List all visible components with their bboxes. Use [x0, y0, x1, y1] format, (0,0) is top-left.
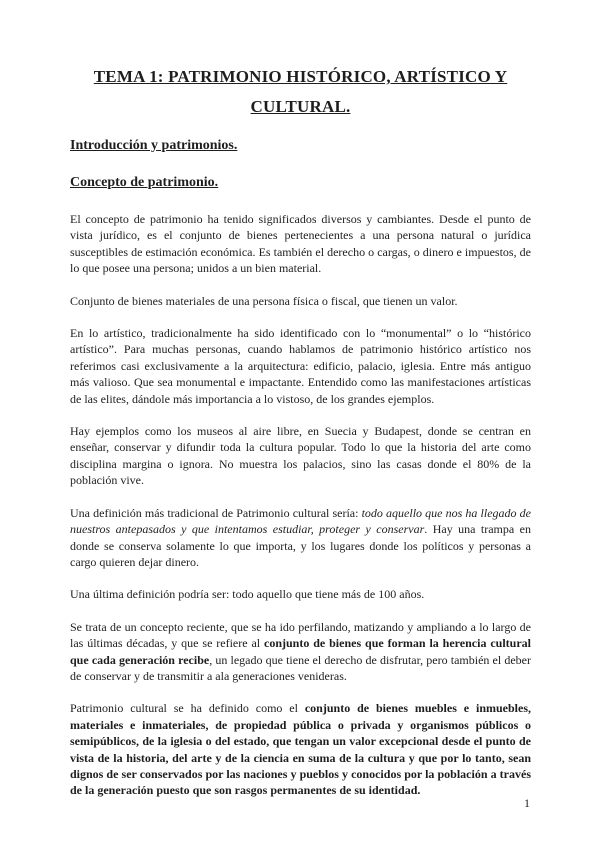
text-segment-normal: Conjunto de bienes materiales de una persona física o fiscal, que tienen un valor. [70, 293, 458, 308]
paragraph [70, 700, 531, 798]
paragraph [70, 423, 531, 489]
document-body [70, 137, 531, 799]
document-title: TEMA 1: PATRIMONIO HISTÓRICO, ARTÍSTICO Y CULTURAL. [93, 67, 508, 116]
text-segment-normal: El concepto de patrimonio ha tenido significados diversos y cambiantes. Desde el punto de vista jurídico, es el conjunto de bienes pertenecientes a una persona natural o jurídica susceptibles de estimación económica. Es también el derecho o cargas, o dinero e impuestos, de lo que posee una persona; unidos a un bien material. [70, 212, 531, 276]
page-number: 1 [524, 796, 530, 810]
text-segment-normal: . Hay una trampa en donde se conserva solamente lo que importa, y los lugares donde los políticos y personas a cargo quieren dejar dinero. [70, 522, 531, 569]
text-segment-normal: Una definición más tradicional de Patrimonio cultural sería: [70, 505, 362, 520]
paragraph [70, 325, 531, 407]
text-segment-normal: Una última definición podría ser: todo aquello que tiene más de 100 años. [70, 587, 425, 602]
paragraph [70, 586, 531, 602]
document-content [70, 62, 531, 815]
text-segment-normal: En lo artístico, tradicionalmente ha sido identificado con lo “monumental” o lo “histórico artístico”. Para muchas personas, cuando hablamos de patrimonio histórico artístico nos referimos casi exclusivamente a la arquitectura: edificio, palacio, iglesia. Entre más antiguo más valioso. Que sea monumental e impactante. Entendido como las manifestaciones artísticas de las elites, dándole más importancia a lo vistoso, de los grandes ejemplos. [70, 326, 531, 406]
text-segment-normal: Patrimonio cultural se ha definido como el [70, 701, 305, 716]
paragraph [70, 619, 531, 685]
text-segment-bold: conjunto de bienes que forman la herencia cultural que cada generación recibe [70, 636, 531, 667]
text-segment-normal: Hay ejemplos como los museos al aire libre, en Suecia y Budapest, donde se centran en enseñar, conservar y difundir toda la cultura popular. Todo lo que la historia del arte como disciplina margina o ignora. No muestra los palacios, sino las casas donde el 80% de la población vive. [70, 424, 531, 488]
text-segment-italic: todo aquello que nos ha llegado de nuestros antepasados y que intentamos estudiar, proteger y conservar [70, 505, 531, 537]
paragraph [70, 211, 531, 277]
paragraph [70, 293, 531, 309]
text-segment-normal: Se trata de un concepto reciente, que se ha ido perfilando, matizando y ampliando a lo largo de las últimas décadas, y que se refiere al [70, 619, 531, 651]
text-segment-bold: conjunto de bienes muebles e inmuebles, materiales e inmateriales, de propiedad pública o privada y organismos públicos o semipúblicos, de la iglesia o del estado, que tengan un valor excepcional desde el punto de vista de la historia, del arte y de la ciencia en suma de la cultura y que por lo tanto, sean dignos de ser conservados por las naciones y pueblos y conocidos por la población a través de la generación puesto que son rasgos permanentes de su identidad. [70, 701, 531, 798]
section-heading: Concepto de patrimonio. [70, 175, 219, 190]
section-heading: Introducción y patrimonios. [70, 138, 238, 153]
paragraph [70, 505, 531, 571]
text-segment-normal: , un legado que tiene el derecho de disfrutar, pero también el deber de conservar y de transmitir a ala generaciones venideras. [70, 652, 531, 683]
